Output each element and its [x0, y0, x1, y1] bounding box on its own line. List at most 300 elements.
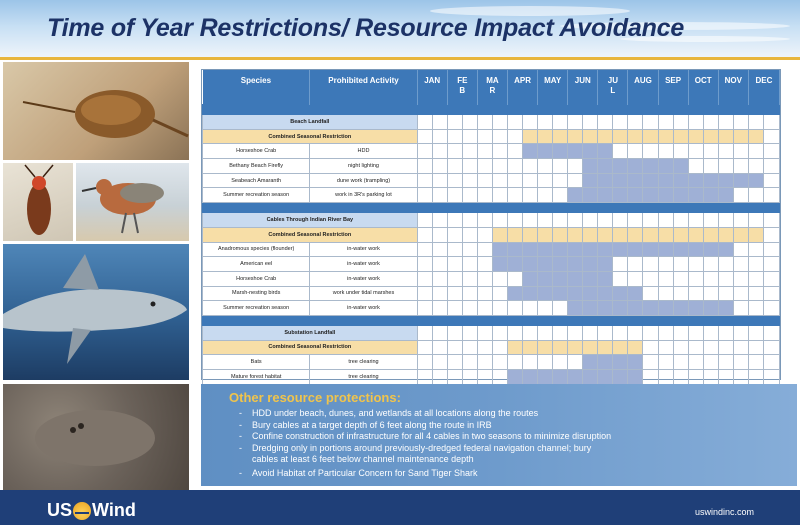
- period-cell: [477, 115, 492, 130]
- period-cell: [507, 173, 522, 188]
- period-cell: [598, 115, 613, 130]
- period-cell: [613, 188, 628, 203]
- period-cell: [583, 355, 598, 370]
- period-cell: [673, 340, 688, 355]
- period-cell: [613, 286, 628, 301]
- period-cell: [583, 242, 598, 257]
- period-cell: [492, 286, 507, 301]
- activity-header: Prohibited Activity: [310, 70, 417, 105]
- period-cell: [583, 144, 598, 159]
- period-cell: [658, 115, 673, 130]
- period-cell: [703, 325, 718, 340]
- period-cell: [613, 340, 628, 355]
- period-cell: [538, 271, 553, 286]
- period-cell: [703, 242, 718, 257]
- period-cell: [538, 325, 553, 340]
- period-cell: [763, 159, 779, 174]
- period-cell: [658, 325, 673, 340]
- flounder-icon: [3, 384, 189, 490]
- period-cell: [553, 286, 568, 301]
- period-cell: [477, 213, 492, 228]
- period-cell: [658, 301, 673, 316]
- species-row: [203, 173, 780, 188]
- period-cell: [673, 370, 688, 385]
- horseshoe-crab-icon: [3, 62, 189, 160]
- period-cell: [553, 159, 568, 174]
- period-cell: [507, 115, 522, 130]
- period-cell: [507, 370, 522, 385]
- period-cell: [748, 340, 763, 355]
- period-cell: [553, 301, 568, 316]
- period-cell: [477, 227, 492, 242]
- period-cell: [718, 286, 733, 301]
- period-cell: [568, 144, 583, 159]
- species-cell: Anadromous species (flounder): [203, 242, 310, 257]
- period-cell: [733, 301, 748, 316]
- uswind-logo: [47, 500, 136, 521]
- period-cell: [598, 301, 613, 316]
- period-cell: [688, 213, 703, 228]
- period-cell: [462, 301, 477, 316]
- period-cell: [432, 370, 447, 385]
- activity-cell: HDD: [310, 144, 417, 159]
- period-cell: [523, 325, 538, 340]
- activity-cell: in-water work: [310, 257, 417, 272]
- species-row: [203, 159, 780, 174]
- period-cell: [492, 340, 507, 355]
- period-cell: [432, 227, 447, 242]
- period-cell: [733, 370, 748, 385]
- period-cell: [583, 370, 598, 385]
- period-cell: [763, 257, 779, 272]
- period-cell: [688, 271, 703, 286]
- period-cell: [598, 271, 613, 286]
- period-cell: [613, 271, 628, 286]
- period-cell: [477, 286, 492, 301]
- period-cell: [477, 340, 492, 355]
- period-cell: [718, 257, 733, 272]
- row-label: Combined Seasonal Restriction: [203, 227, 418, 242]
- period-cell: [538, 227, 553, 242]
- period-cell: [718, 188, 733, 203]
- period-cell: [492, 271, 507, 286]
- period-cell: [733, 159, 748, 174]
- row-label: Combined Seasonal Restriction: [203, 340, 418, 355]
- period-cell: [507, 340, 522, 355]
- period-cell: [492, 301, 507, 316]
- period-cell: [523, 227, 538, 242]
- period-cell: [432, 129, 447, 144]
- period-cell: [673, 173, 688, 188]
- period-cell: [718, 242, 733, 257]
- period-cell: [748, 325, 763, 340]
- period-cell: [718, 129, 733, 144]
- period-cell: [673, 271, 688, 286]
- period-cell: [763, 227, 779, 242]
- period-cell: [598, 286, 613, 301]
- period-cell: [643, 271, 658, 286]
- period-cell: [462, 286, 477, 301]
- period-cell: [492, 355, 507, 370]
- period-cell: [748, 173, 763, 188]
- period-cell: [613, 301, 628, 316]
- period-cell: [538, 129, 553, 144]
- period-cell: [613, 370, 628, 385]
- logo-wind-text: Wind: [92, 500, 136, 520]
- period-cell: [598, 227, 613, 242]
- period-cell: [688, 325, 703, 340]
- period-cell: [523, 188, 538, 203]
- period-cell: [447, 271, 462, 286]
- period-cell: [688, 159, 703, 174]
- period-cell: [447, 301, 462, 316]
- period-cell: [673, 325, 688, 340]
- period-cell: [538, 301, 553, 316]
- period-cell: [643, 129, 658, 144]
- sun-icon: [73, 502, 91, 520]
- species-row: [203, 242, 780, 257]
- period-cell: [703, 370, 718, 385]
- period-cell: [673, 115, 688, 130]
- period-cell: [568, 129, 583, 144]
- period-cell: [553, 257, 568, 272]
- period-cell: [763, 325, 779, 340]
- period-cell: [748, 370, 763, 385]
- period-cell: [733, 271, 748, 286]
- period-cell: [447, 286, 462, 301]
- period-cell: [507, 159, 522, 174]
- period-cell: [598, 159, 613, 174]
- period-cell: [733, 286, 748, 301]
- activity-cell: tree clearing: [310, 370, 417, 385]
- month-header: AUG: [628, 70, 658, 105]
- period-cell: [703, 159, 718, 174]
- period-cell: [417, 213, 432, 228]
- species-cell: Bethany Beach Firefly: [203, 159, 310, 174]
- period-cell: [733, 213, 748, 228]
- period-cell: [492, 213, 507, 228]
- period-cell: [492, 129, 507, 144]
- period-cell: [718, 355, 733, 370]
- species-cell: Summer recreation season: [203, 188, 310, 203]
- period-cell: [613, 144, 628, 159]
- period-cell: [643, 227, 658, 242]
- period-cell: [763, 271, 779, 286]
- period-cell: [477, 257, 492, 272]
- period-cell: [462, 159, 477, 174]
- period-cell: [523, 271, 538, 286]
- period-cell: [583, 325, 598, 340]
- period-cell: [763, 370, 779, 385]
- period-cell: [658, 188, 673, 203]
- period-cell: [417, 286, 432, 301]
- period-cell: [598, 188, 613, 203]
- protection-item: - Bury cables at a target depth of 6 feet along the route in IRB: [239, 419, 492, 430]
- period-cell: [538, 242, 553, 257]
- period-cell: [748, 301, 763, 316]
- period-cell: [462, 115, 477, 130]
- activity-cell: in-water work: [310, 242, 417, 257]
- period-cell: [523, 286, 538, 301]
- period-cell: [598, 340, 613, 355]
- period-cell: [432, 325, 447, 340]
- section-title-row: [203, 213, 780, 228]
- period-cell: [492, 144, 507, 159]
- period-cell: [733, 188, 748, 203]
- period-cell: [598, 370, 613, 385]
- period-cell: [628, 188, 643, 203]
- period-cell: [598, 213, 613, 228]
- period-cell: [748, 271, 763, 286]
- period-cell: [718, 271, 733, 286]
- other-protections-panel: [201, 384, 797, 486]
- period-cell: [538, 144, 553, 159]
- period-cell: [568, 159, 583, 174]
- period-cell: [658, 144, 673, 159]
- period-cell: [628, 370, 643, 385]
- species-cell: Summer recreation season: [203, 301, 310, 316]
- period-cell: [432, 340, 447, 355]
- bird-photo: [76, 163, 189, 241]
- period-cell: [432, 115, 447, 130]
- period-cell: [598, 144, 613, 159]
- period-cell: [462, 325, 477, 340]
- activity-cell: in-water work: [310, 301, 417, 316]
- period-cell: [763, 301, 779, 316]
- shark-photo: [3, 244, 189, 380]
- period-cell: [447, 129, 462, 144]
- period-cell: [628, 213, 643, 228]
- period-cell: [507, 355, 522, 370]
- species-cell: Mature forest habitat: [203, 370, 310, 385]
- period-cell: [658, 271, 673, 286]
- period-cell: [703, 188, 718, 203]
- period-cell: [568, 173, 583, 188]
- period-cell: [477, 173, 492, 188]
- period-cell: [688, 227, 703, 242]
- period-cell: [628, 286, 643, 301]
- period-cell: [492, 159, 507, 174]
- period-cell: [523, 159, 538, 174]
- period-cell: [477, 188, 492, 203]
- period-cell: [583, 257, 598, 272]
- period-cell: [417, 227, 432, 242]
- period-cell: [628, 257, 643, 272]
- period-cell: [417, 188, 432, 203]
- month-header: OCT: [688, 70, 718, 105]
- period-cell: [462, 257, 477, 272]
- period-cell: [462, 355, 477, 370]
- period-cell: [568, 325, 583, 340]
- protections-list: [239, 408, 611, 479]
- period-cell: [643, 188, 658, 203]
- period-cell: [733, 227, 748, 242]
- period-cell: [568, 257, 583, 272]
- period-cell: [492, 242, 507, 257]
- period-cell: [688, 188, 703, 203]
- other-protections-title: Other resource protections:: [229, 390, 401, 405]
- period-cell: [748, 213, 763, 228]
- species-header: Species: [203, 70, 310, 105]
- period-cell: [628, 242, 643, 257]
- period-cell: [673, 227, 688, 242]
- period-cell: [568, 340, 583, 355]
- period-cell: [583, 227, 598, 242]
- period-cell: [763, 144, 779, 159]
- combined-restriction-row: [203, 340, 780, 355]
- period-cell: [432, 159, 447, 174]
- protection-item: cables at least 6 feet below channel maintenance depth: [252, 454, 474, 464]
- period-cell: [417, 355, 432, 370]
- period-cell: [718, 213, 733, 228]
- period-cell: [703, 129, 718, 144]
- combined-restriction-row: [203, 129, 780, 144]
- period-cell: [447, 325, 462, 340]
- period-cell: [718, 144, 733, 159]
- period-cell: [598, 325, 613, 340]
- period-cell: [568, 115, 583, 130]
- period-cell: [703, 271, 718, 286]
- period-cell: [643, 159, 658, 174]
- period-cell: [643, 257, 658, 272]
- period-cell: [703, 115, 718, 130]
- species-cell: Marsh-nesting birds: [203, 286, 310, 301]
- period-cell: [538, 340, 553, 355]
- period-cell: [643, 173, 658, 188]
- period-cell: [748, 188, 763, 203]
- period-cell: [583, 115, 598, 130]
- period-cell: [417, 144, 432, 159]
- period-cell: [643, 325, 658, 340]
- month-header: JAN: [417, 70, 447, 105]
- period-cell: [688, 129, 703, 144]
- period-cell: [477, 144, 492, 159]
- shorebird-icon: [76, 163, 189, 241]
- period-cell: [568, 213, 583, 228]
- period-cell: [492, 173, 507, 188]
- month-header: MA R: [477, 70, 507, 105]
- period-cell: [688, 242, 703, 257]
- protection-item: - Avoid Habitat of Particular Concern for Sand Tiger Shark: [239, 467, 478, 478]
- species-cell: Seabeach Amaranth: [203, 173, 310, 188]
- period-cell: [447, 370, 462, 385]
- period-cell: [447, 159, 462, 174]
- period-cell: [523, 257, 538, 272]
- period-cell: [688, 286, 703, 301]
- period-cell: [583, 213, 598, 228]
- month-header: NOV: [718, 70, 748, 105]
- period-cell: [432, 213, 447, 228]
- period-cell: [553, 115, 568, 130]
- period-cell: [507, 227, 522, 242]
- month-header: APR: [507, 70, 537, 105]
- period-cell: [447, 242, 462, 257]
- species-row: [203, 257, 780, 272]
- period-cell: [507, 213, 522, 228]
- species-row: [203, 355, 780, 370]
- period-cell: [432, 188, 447, 203]
- period-cell: [553, 271, 568, 286]
- period-cell: [643, 340, 658, 355]
- period-cell: [748, 159, 763, 174]
- horseshoe-crab-photo: [3, 62, 189, 160]
- period-cell: [568, 286, 583, 301]
- period-cell: [733, 355, 748, 370]
- month-header: DEC: [748, 70, 779, 105]
- period-cell: [462, 340, 477, 355]
- period-cell: [538, 213, 553, 228]
- period-cell: [568, 370, 583, 385]
- period-cell: [477, 242, 492, 257]
- protection-item: - HDD under beach, dunes, and wetlands at all locations along the routes: [239, 408, 539, 418]
- month-header: JU L: [598, 70, 628, 105]
- section-title: Cables Through Indian River Bay: [203, 213, 418, 228]
- period-cell: [703, 301, 718, 316]
- section-divider: [203, 203, 780, 213]
- period-cell: [613, 159, 628, 174]
- period-cell: [523, 115, 538, 130]
- period-cell: [492, 188, 507, 203]
- period-cell: [718, 115, 733, 130]
- period-cell: [492, 227, 507, 242]
- period-cell: [673, 242, 688, 257]
- period-cell: [703, 286, 718, 301]
- period-cell: [507, 144, 522, 159]
- period-cell: [673, 257, 688, 272]
- period-cell: [748, 115, 763, 130]
- period-cell: [733, 173, 748, 188]
- period-cell: [733, 242, 748, 257]
- row-label: Combined Seasonal Restriction: [203, 129, 418, 144]
- period-cell: [477, 271, 492, 286]
- activity-cell: work in 3R's parking lot: [310, 188, 417, 203]
- website-url: uswindinc.com: [694, 507, 754, 517]
- period-cell: [598, 129, 613, 144]
- period-cell: [628, 144, 643, 159]
- period-cell: [673, 129, 688, 144]
- period-cell: [462, 271, 477, 286]
- month-header: JUN: [568, 70, 598, 105]
- restriction-table: [201, 69, 781, 380]
- month-header: SEP: [658, 70, 688, 105]
- period-cell: [507, 325, 522, 340]
- species-cell: Horseshoe Crab: [203, 144, 310, 159]
- month-header: FE B: [447, 70, 477, 105]
- restriction-grid: [202, 70, 780, 385]
- period-cell: [462, 370, 477, 385]
- period-cell: [658, 159, 673, 174]
- period-cell: [643, 213, 658, 228]
- species-cell: American eel: [203, 257, 310, 272]
- period-cell: [658, 286, 673, 301]
- period-cell: [733, 144, 748, 159]
- period-cell: [538, 286, 553, 301]
- section-title: Substation Landfall: [203, 325, 418, 340]
- period-cell: [492, 115, 507, 130]
- period-cell: [733, 257, 748, 272]
- period-cell: [583, 301, 598, 316]
- period-cell: [477, 355, 492, 370]
- period-cell: [553, 325, 568, 340]
- section-title: Beach Landfall: [203, 115, 418, 130]
- activity-cell: tree clearing: [310, 355, 417, 370]
- period-cell: [643, 115, 658, 130]
- activity-cell: work under tidal marshes: [310, 286, 417, 301]
- period-cell: [718, 301, 733, 316]
- period-cell: [523, 370, 538, 385]
- period-cell: [703, 227, 718, 242]
- period-cell: [688, 115, 703, 130]
